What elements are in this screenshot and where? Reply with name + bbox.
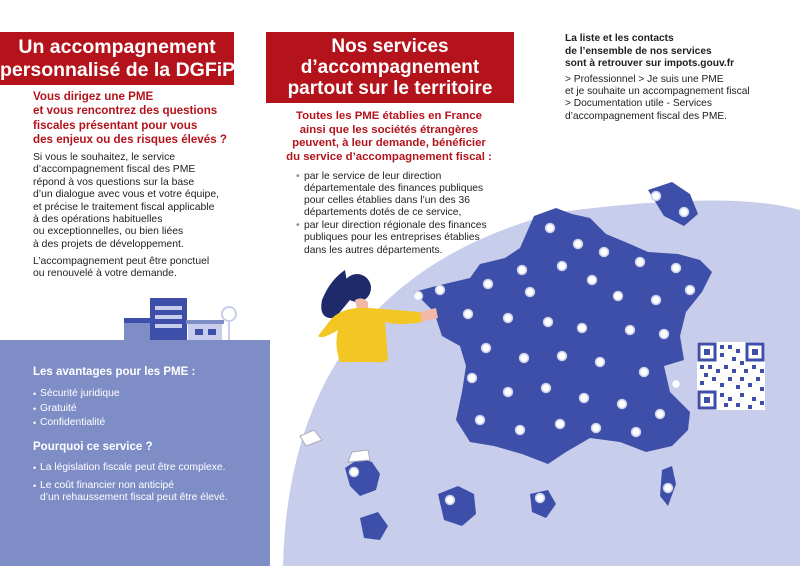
reason-line: • Le coût financier non anticipé	[40, 479, 174, 491]
reason-line: d’un rehaussement fiscal peut être élevé.	[40, 492, 228, 504]
reason-item	[33, 462, 228, 475]
left-body	[33, 152, 263, 251]
left-intro-line: fiscales présentant pour vous	[33, 118, 198, 132]
middle-item-line: dans les autres départements.	[304, 244, 443, 256]
middle-list-item	[296, 220, 506, 256]
right-bold-line: de l’ensemble de nos services	[565, 45, 712, 57]
left-intro-line: Vous dirigez une PME	[33, 90, 154, 103]
right-path-line: et je souhaite un accompagnement fiscal	[565, 86, 750, 98]
left-body-line: à des opérations habituelles	[33, 214, 163, 226]
middle-list	[296, 171, 506, 258]
right-contacts-bold	[565, 33, 790, 71]
middle-item-line: départements dotés de ce service,	[304, 207, 462, 219]
reason-line: • La législation fiscale peut être complexe.	[40, 462, 226, 473]
left-body-line: répond à vos questions sur la base	[33, 176, 195, 188]
right-path-line: > Professionnel > Je suis une PME	[565, 74, 724, 85]
left-body-line: ou renouvelé à votre demande.	[33, 268, 177, 280]
right-bold-line: sont à retrouver sur impots.gouv.fr	[565, 58, 735, 70]
left-title-banner	[0, 32, 234, 85]
middle-title-line: partout sur le territoire	[287, 78, 493, 99]
buildings-illustration	[124, 298, 236, 340]
left-intro-line: et vous rencontrez des questions	[33, 104, 218, 118]
middle-item-line: départementale des finances publiques	[304, 183, 484, 195]
left-body-line: ou exceptionnelles, ou bien liées	[33, 226, 184, 238]
advantage-item: • Confidentialité	[33, 416, 120, 431]
advantages-title: Les avantages pour les PME :	[33, 366, 196, 378]
left-body-line: d’un dialogue avec vous et votre équipe,	[33, 189, 220, 201]
reasons-list	[33, 462, 228, 505]
middle-title-line: d’accompagnement	[300, 57, 480, 78]
left-body-line: Si vous le souhaitez, le service	[33, 152, 176, 163]
middle-intro-line: du service d’accompagnement fiscal :	[286, 150, 492, 163]
left-body-line: d’accompagnement fiscal des PME	[33, 164, 196, 176]
middle-list-item	[296, 171, 506, 219]
advantage-item: • Gratuité	[33, 402, 120, 417]
left-title-line: Un accompagnement	[18, 36, 216, 58]
middle-intro-line: ainsi que les sociétés étrangères	[299, 123, 479, 136]
left-intro	[33, 90, 258, 147]
right-path-line: > Documentation utile - Services	[565, 98, 712, 110]
qr-code	[697, 342, 765, 410]
advantage-item: • Sécurité juridique	[33, 387, 120, 402]
advantages-list	[33, 387, 120, 431]
middle-intro-line: peuvent, à leur demande, bénéficier	[292, 137, 486, 150]
left-title-line: personnalisé de la DGFiP	[0, 59, 236, 81]
right-bold-line: La liste et les contacts	[565, 33, 674, 44]
right-path	[565, 74, 790, 123]
left-body-line: L’accompagnement peut être ponctuel	[33, 256, 210, 267]
middle-intro-line: Toutes les PME établies en France	[296, 110, 482, 122]
middle-item-line: pour celles établies dans l’un des 36	[304, 195, 471, 207]
left-body-line: et précise le traitement fiscal applicable	[33, 201, 215, 213]
left-body-2	[33, 256, 263, 281]
middle-intro	[280, 110, 498, 164]
middle-title-banner	[266, 32, 514, 103]
left-body-line: à des projets de développement.	[33, 238, 184, 250]
why-title: Pourquoi ce service ?	[33, 441, 153, 453]
middle-title-line: Nos services	[331, 36, 449, 57]
right-path-line: d’accompagnement fiscal des PME.	[565, 110, 727, 122]
middle-item-line: publiques pour les entreprises établies	[304, 232, 480, 244]
middle-item-line: • par le service de leur direction	[304, 171, 442, 182]
reason-item	[33, 480, 228, 505]
left-intro-line: des enjeux ou des risques élevés ?	[33, 132, 227, 146]
middle-item-line: • par leur direction régionale des finances	[304, 220, 487, 232]
